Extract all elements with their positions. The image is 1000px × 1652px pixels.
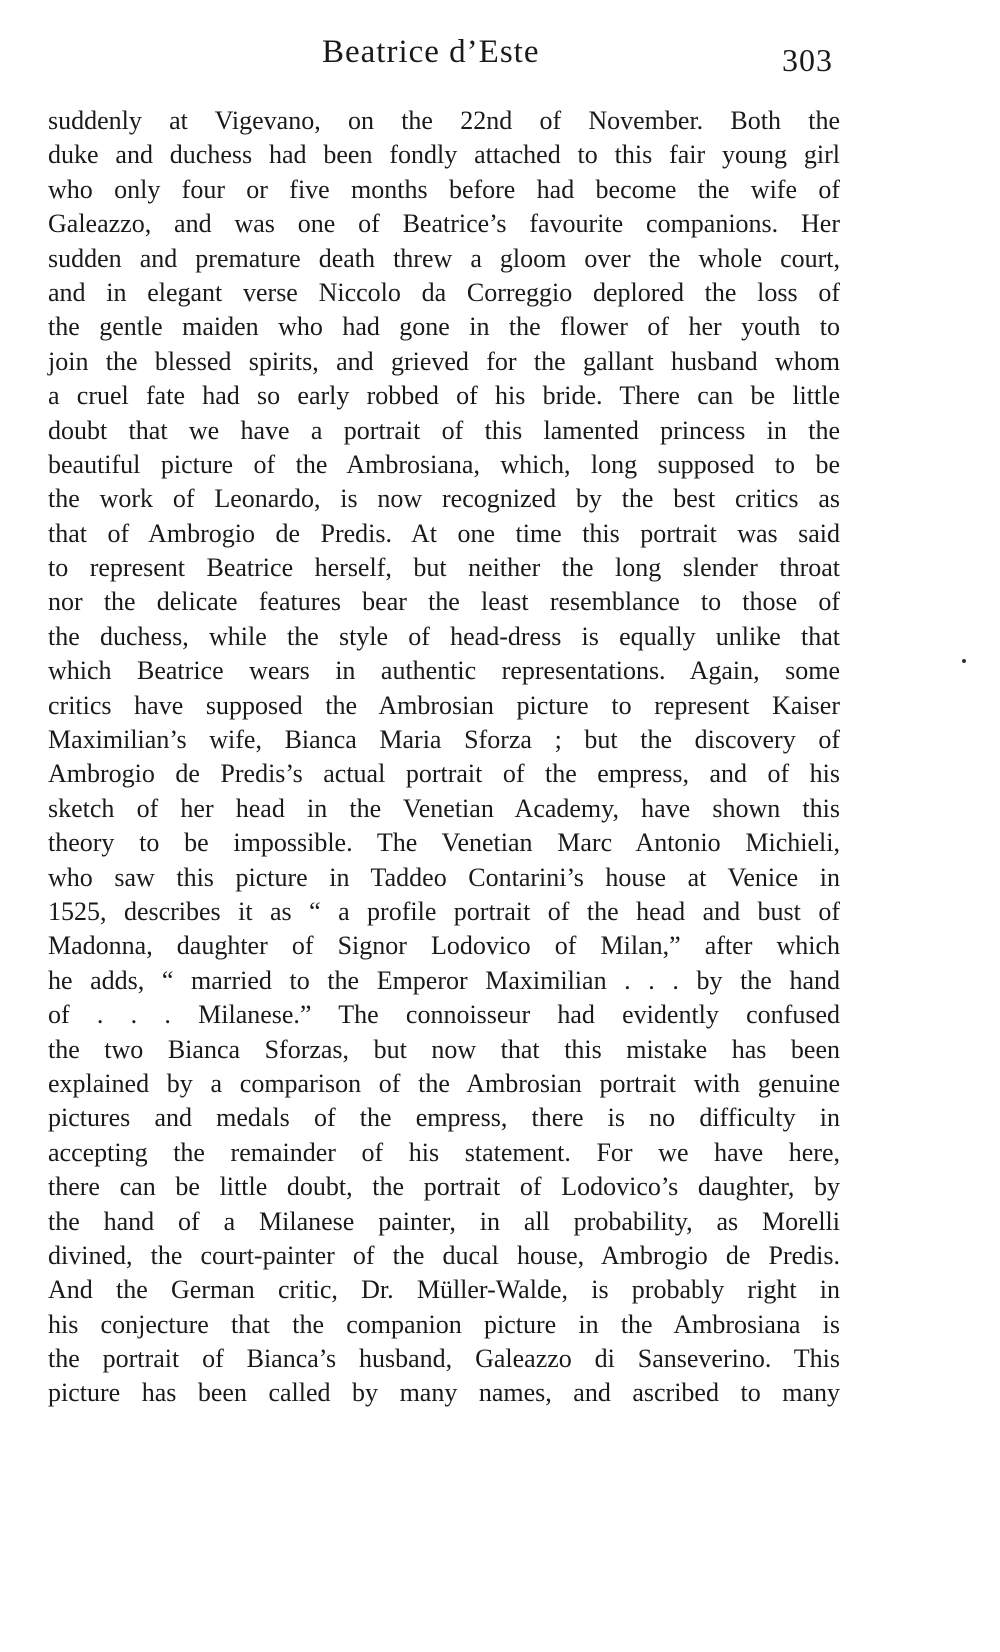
text-line: 1525, describes it as “ a profile portrait of the head and bust of [48,896,840,926]
text-line: picture has been called by many names, and ascribed to many [48,1378,840,1408]
text-line: beautiful picture of the Ambrosiana, which, long supposed to be [48,449,840,479]
text-line: the gentle maiden who had gone in the flower of her youth to [48,312,840,342]
text-line: and in elegant verse Niccolo da Correggio deplored the loss of [48,277,840,307]
text-line: he adds, “ married to the Emperor Maximilian . . . by the hand [48,965,840,995]
text-line: theory to be impossible. The Venetian Marc Antonio Michieli, [48,828,840,858]
text-line: that of Ambrogio de Predis. At one time this portrait was said [48,518,840,548]
text-line: sketch of her head in the Venetian Academy, have shown this [48,793,840,823]
text-line: critics have supposed the Ambrosian picture to represent Kaiser [48,690,840,720]
text-line: sudden and premature death threw a gloom over the whole court, [48,243,840,273]
text-line: And the German critic, Dr. Müller-Walde, is probably right in [48,1275,840,1305]
text-line: the work of Leonardo, is now recognized by the best critics as [48,484,840,514]
text-line: explained by a comparison of the Ambrosian portrait with genuine [48,1068,840,1098]
text-line: Galeazzo, and was one of Beatrice’s favourite companions. Her [48,209,840,239]
text-line: pictures and medals of the empress, there is no difficulty in [48,1103,840,1133]
running-title: Beatrice d’Este [322,34,540,70]
text-line: the hand of a Milanese painter, in all probability, as Morelli [48,1206,840,1236]
text-line: of . . . Milanese.” The connoisseur had evidently confused [48,1000,840,1030]
text-line: who only four or five months before had become the wife of [48,174,840,204]
text-line: the portrait of Bianca’s husband, Galeazzo di Sanseverino. This [48,1344,840,1374]
text-line: nor the delicate features bear the least resemblance to those of [48,587,840,617]
running-head [0,30,1000,80]
text-line: join the blessed spirits, and grieved for the gallant husband whom [48,346,840,376]
text-line: a cruel fate had so early robbed of his bride. There can be little [48,381,840,411]
text-line: divined, the court-painter of the ducal house, Ambrogio de Predis. [48,1240,840,1270]
text-line: the duchess, while the style of head-dress is equally unlike that [48,621,840,651]
text-line: which Beatrice wears in authentic representations. Again, some [48,656,840,686]
text-line: Madonna, daughter of Signor Lodovico of Milan,” after which [48,931,840,961]
text-line: accepting the remainder of his statement. For we have here, [48,1137,840,1167]
text-line: Maximilian’s wife, Bianca Maria Sforza ; but the discovery of [48,725,840,755]
text-line: his conjecture that the companion picture in the Ambrosiana is [48,1309,840,1339]
text-line: the two Bianca Sforzas, but now that this mistake has been [48,1034,840,1064]
text-line: who saw this picture in Taddeo Contarini’s house at Venice in [48,862,840,892]
margin-dot [962,659,966,663]
text-line: Ambrogio de Predis’s actual portrait of the empress, and of his [48,759,840,789]
body-text [48,104,840,1411]
text-line: to represent Beatrice herself, but neither the long slender throat [48,553,840,583]
text-line: suddenly at Vigevano, on the 22nd of November. Both the [48,106,840,135]
page-number: 303 [782,42,833,78]
text-line: doubt that we have a portrait of this lamented princess in the [48,415,840,445]
text-line: there can be little doubt, the portrait of Lodovico’s daughter, by [48,1172,840,1202]
text-line: duke and duchess had been fondly attached to this fair young girl [48,140,840,170]
